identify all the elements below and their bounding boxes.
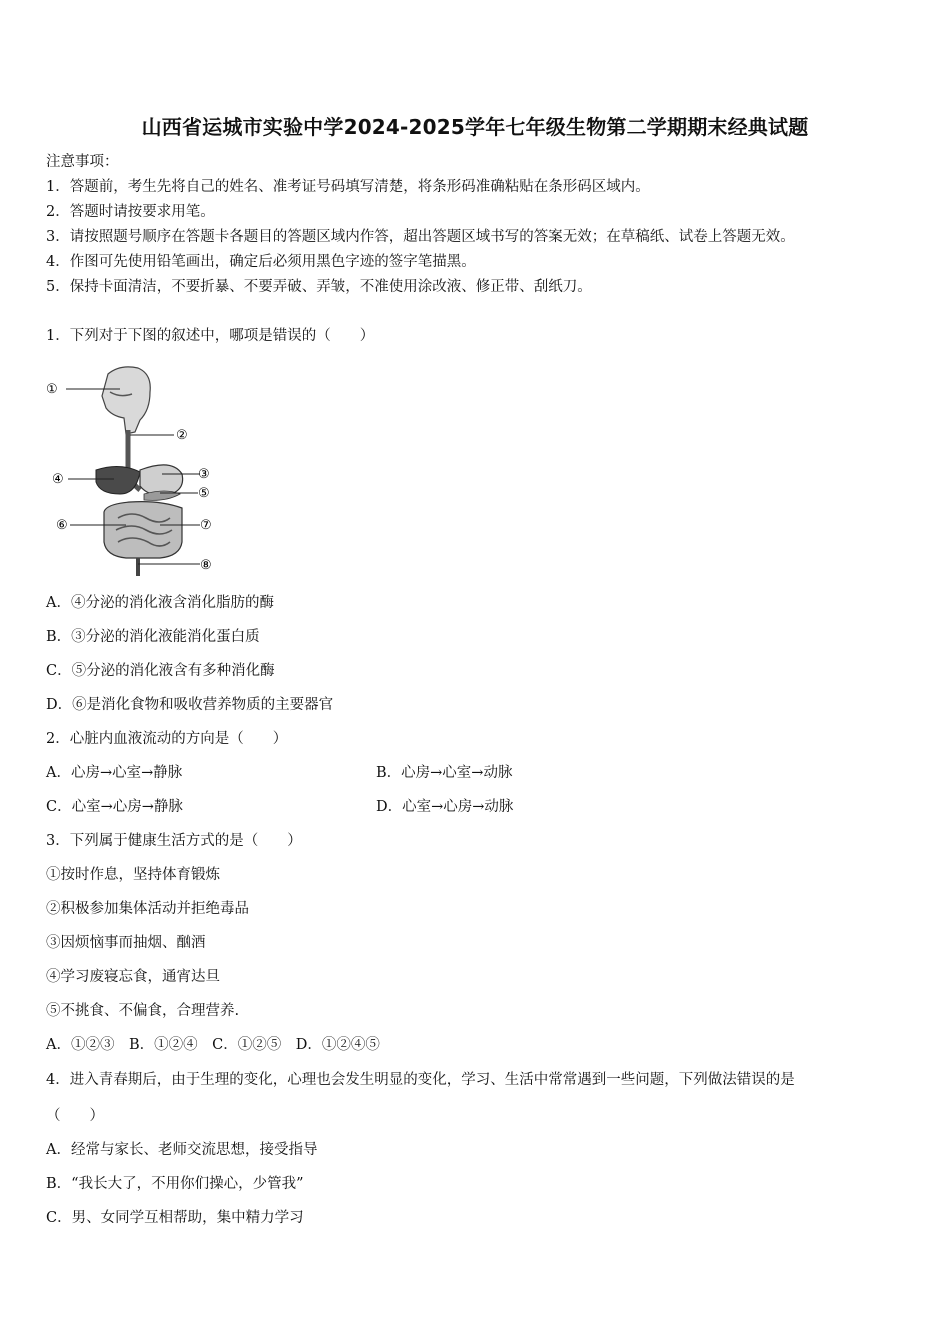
figure-label: ① [46,382,58,397]
q4-option-a: A．经常与家长、老师交流思想，接受指导 [46,1142,318,1158]
q3-options: A．①②③ B．①②④ C．①②⑤ D．①②④⑤ [46,1037,380,1053]
notice-item: 5．保持卡面清洁，不要折暴、不要弄破、弄皱，不准使用涂改液、修正带、刮纸刀。 [46,279,592,295]
q2-option-b: B．心房→心室→动脉 [376,765,513,781]
q4-stem: 4．进入青春期后，由于生理的变化，心理也会发生明显的变化，学习、生活中常常遇到一些问题，下列做法错误的是 [46,1072,795,1088]
q4-option-b: B．“我长大了，不用你们操心，少管我” [46,1176,304,1192]
q4-blank: （ ） [46,1108,104,1124]
q3-item: ③因烦恼事而抽烟、酗酒 [46,935,206,951]
figure-label: ③ [198,467,210,482]
q3-item: ①按时作息，坚持体育锻炼 [46,867,220,883]
q2-option-c: C．心室→心房→静脉 [46,799,183,815]
q1-option-a: A．④分泌的消化液含消化脂肪的酶 [46,595,274,611]
q4-option-c: C．男、女同学互相帮助，集中精力学习 [46,1210,304,1226]
notice-item: 1．答题前，考生先将自己的姓名、准考证号码填写清楚，将条形码准确粘贴在条形码区域内。 [46,179,650,195]
figure-label: ② [176,428,188,443]
notice-item: 2．答题时请按要求用笔。 [46,204,215,220]
q1-stem: 1．下列对于下图的叙述中，哪项是错误的（ ） [46,328,375,344]
digestive-system-figure [40,362,230,580]
figure-label: ⑧ [200,558,212,573]
q1-option-b: B．③分泌的消化液能消化蛋白质 [46,629,260,645]
q2-stem: 2．心脏内血液流动的方向是（ ） [46,731,288,747]
q3-item: ⑤不挑食、不偏食，合理营养. [46,1003,240,1019]
q2-option-d: D．心室→心房→动脉 [376,799,514,815]
figure-label: ⑥ [56,518,68,533]
figure-label: ⑦ [200,518,212,533]
q2-option-a: A．心房→心室→静脉 [46,765,183,781]
q3-item: ②积极参加集体活动并拒绝毒品 [46,901,249,917]
notice-item: 3．请按照题号顺序在答题卡各题目的答题区域内作答，超出答题区域书写的答案无效；在草稿纸、试卷上答题无效。 [46,229,795,245]
figure-label: ④ [52,472,64,487]
q1-option-d: D．⑥是消化食物和吸收营养物质的主要器官 [46,697,334,713]
page-title: 山西省运城市实验中学2024-2025学年七年级生物第二学期期末经典试题 [141,115,809,139]
notice-heading: 注意事项： [46,154,119,170]
figure-label: ⑤ [198,486,210,501]
q1-option-c: C．⑤分泌的消化液含有多种消化酶 [46,663,275,679]
q3-item: ④学习废寝忘食，通宵达旦 [46,969,220,985]
notice-item: 4．作图可先使用铅笔画出，确定后必须用黑色字迹的签字笔描黑。 [46,254,476,270]
q3-stem: 3．下列属于健康生活方式的是（ ） [46,833,302,849]
